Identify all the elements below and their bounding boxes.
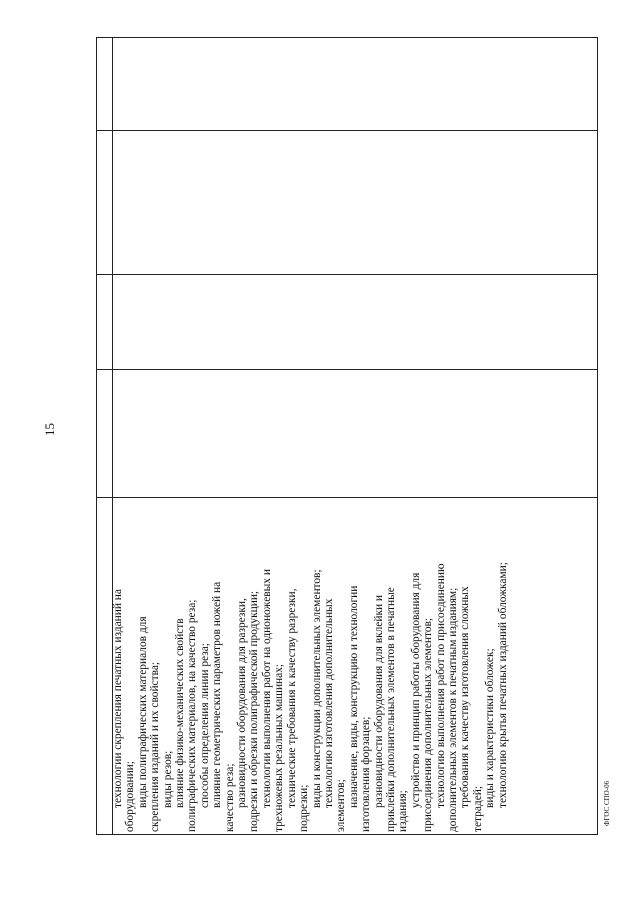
- text-line: приклейки дополнительных элементов в печатные: [384, 587, 397, 832]
- text-line: подрезки и обрезки полиграфической продукции;: [248, 590, 261, 832]
- text-line: технологию выполнения работ по присоединению: [434, 563, 447, 808]
- text-line: требования к качеству изготовления сложных: [459, 586, 472, 808]
- text-line: технологии выполнения работ на одноножевых и: [260, 569, 273, 808]
- text-line: дополнительных элементов к печатным изданиям;: [446, 587, 459, 832]
- text-line: влияние физико-механических свойств: [174, 618, 187, 808]
- text-line: разновидности оборудования для разрезки,: [236, 598, 249, 808]
- page-number: 15: [42, 423, 57, 436]
- competency-text-block: [112, 501, 509, 832]
- text-line: технологии скрепления печатных изданий на: [112, 589, 124, 808]
- text-line: разновидности оборудования для вклейки и: [372, 594, 385, 808]
- text-line: влияние геометрических параметров ножей на: [211, 581, 224, 808]
- text-line: способы определения линии реза;: [198, 643, 211, 808]
- table-rule: [96, 497, 598, 498]
- text-line: технологию крытья печатных изданий обложками;: [496, 562, 509, 808]
- text-line: назначение, виды, конструкцию и технологии: [347, 585, 360, 808]
- text-line: трехножевых резальных машинах;: [273, 663, 286, 832]
- text-line: тетрадей;: [471, 785, 484, 832]
- text-line: полиграфических материалов, на качество реза;: [186, 599, 199, 832]
- table-rule: [96, 369, 598, 370]
- text-line: издания;: [397, 790, 410, 832]
- text-line: элементов;: [335, 779, 348, 832]
- footer-code: ФГОС СПО-06: [603, 780, 611, 826]
- text-line: оборудовании;: [124, 761, 137, 832]
- text-line: виды и конструкции дополнительных элементов;: [310, 569, 323, 808]
- text-line: присоединения дополнительных элементов;: [422, 617, 435, 832]
- text-line: виды резов;: [161, 750, 174, 808]
- table-rule: [96, 274, 598, 275]
- text-line: технологию изготовления дополнительных: [322, 598, 335, 808]
- text-line: виды и характеристики обложек;: [484, 648, 497, 808]
- text-line: технические требования к качеству разрезки,: [285, 588, 298, 808]
- text-line: изготовления форзацев;: [360, 716, 373, 832]
- table-rule: [96, 130, 598, 131]
- text-line: устройство и принцип работы оборудования для: [409, 572, 422, 808]
- text-line: подрезки;: [298, 784, 311, 832]
- text-line: виды полиграфических материалов для: [136, 616, 149, 808]
- text-line: качество реза;: [223, 763, 236, 832]
- text-line: скрепления изданий и их свойства;: [149, 661, 162, 832]
